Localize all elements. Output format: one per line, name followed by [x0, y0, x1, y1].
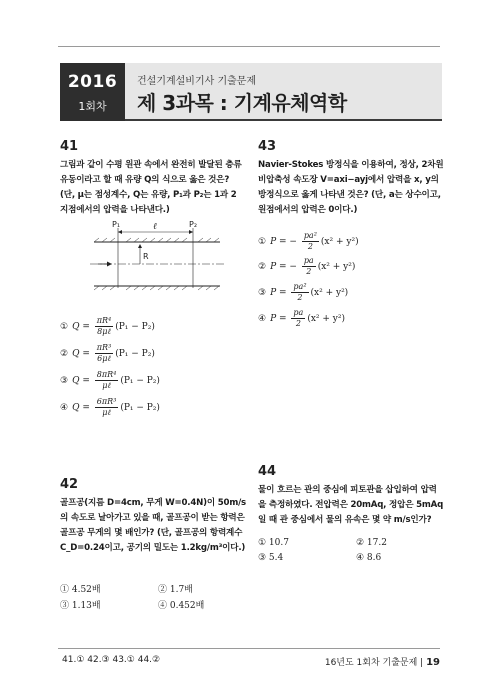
exam-year: 2016 — [67, 72, 118, 92]
question-text-42: 골프공(지름 D=4cm, 무게 W=0.4N)이 50m/s의 속도로 날아가고 있을 때, 골프공이 받는 항력은 골프공 무게의 몇 배인가? (단, 골프공의 항력계수 C_D=0.24이고, 공기의 밀도는 1.2kg/m³이다.) — [60, 498, 246, 553]
question-text-44: 물이 흐르는 관의 중심에 피토관을 삽입하여 압력을 측정하였다. 전압력은 20mAq, 정압은 5mAq 일 때 관 중심에서 물의 유속은 몇 약 m/s인가? — [258, 485, 444, 525]
diagram-label-radius: R — [143, 252, 149, 261]
year-badge — [60, 63, 125, 121]
title-banner — [125, 63, 442, 121]
page-footer — [325, 655, 440, 668]
option-42-2[interactable]: ② 1.7배 — [158, 585, 193, 595]
diagram-label-p2: P₂ — [189, 220, 198, 229]
option-41-2[interactable]: ② Q = $\frac{\text{πR³}}{\text{6μℓ}}$ (P₁ − P₂) — [60, 343, 155, 363]
option-43-2[interactable]: ② P = − $\frac{pa}{2}$ (x² + y²) — [258, 256, 356, 276]
footer-label: 16년도 1회차 기출문제 | — [324, 658, 424, 668]
option-42-3[interactable]: ③ 1.13배 — [60, 601, 101, 611]
exam-name: 건설기계설비기사 기출문제 — [137, 76, 257, 87]
pipe-flow-diagram — [88, 218, 228, 298]
option-41-3[interactable]: ③ Q = $\frac{\text{8πR⁴}}{\text{μℓ}}$ (P₁ − P₂) — [60, 370, 160, 390]
diagram-label-p1: P₁ — [112, 220, 121, 229]
footer-rule — [58, 648, 440, 649]
option-42-4[interactable]: ④ 0.452배 — [158, 601, 205, 611]
option-44-1[interactable]: ① 10.7 — [258, 538, 289, 548]
subject-title: 제 3과목 : 기계유체역학 — [137, 91, 347, 115]
question-number-41: 41 — [60, 139, 79, 154]
page-header — [60, 63, 442, 121]
option-44-3[interactable]: ③ 5.4 — [258, 553, 284, 563]
diagram-label-length: ℓ — [153, 222, 157, 232]
option-44-4[interactable]: ④ 8.6 — [356, 553, 382, 563]
exam-round: 1회차 — [78, 100, 107, 113]
top-rule — [58, 46, 440, 47]
option-41-1[interactable]: ① Q = $\frac{\text{πR⁴}}{\text{8μℓ}}$ (P₁ − P₂) — [60, 316, 155, 336]
question-text-41: 그림과 같이 수평 원관 속에서 완전히 발달된 층류 유동이라고 할 때 유량 Q의 식으로 옳은 것은? (단, μ는 점성계수, Q는 유량, P₁과 P₂는 1과 2 지점에서의 압력을 나타낸다.) — [60, 160, 242, 215]
question-text-43: Navier-Stokes 방정식을 이용하여, 정상, 2차원 비압축성 속도장 V=axi−ayj에서 압력을 x, y의 방정식으로 옳게 나타낸 것은? (단, a는 상수이고, 원점에서의 압력은 0이다.) — [258, 160, 444, 215]
option-43-3[interactable]: ③ P = $\frac{\text{pa²}}{2}$ (x² + y²) — [258, 282, 349, 302]
option-43-1[interactable]: ① P = − $\frac{\text{pa²}}{2}$ (x² + y²) — [258, 231, 359, 251]
answer-key: 41.① 42.③ 43.① 44.② — [62, 655, 161, 665]
page-number: 19 — [426, 657, 440, 668]
option-43-4[interactable]: ④ P = $\frac{pa}{2}$ (x² + y²) — [258, 308, 345, 328]
question-number-42: 42 — [60, 477, 79, 492]
question-number-44: 44 — [258, 464, 277, 479]
option-44-2[interactable]: ② 17.2 — [356, 538, 387, 548]
question-number-43: 43 — [258, 139, 277, 154]
option-41-4[interactable]: ④ Q = $\frac{\text{6πR³}}{\text{μℓ}}$ (P₁ − P₂) — [60, 397, 160, 417]
option-42-1[interactable]: ① 4.52배 — [60, 585, 101, 595]
